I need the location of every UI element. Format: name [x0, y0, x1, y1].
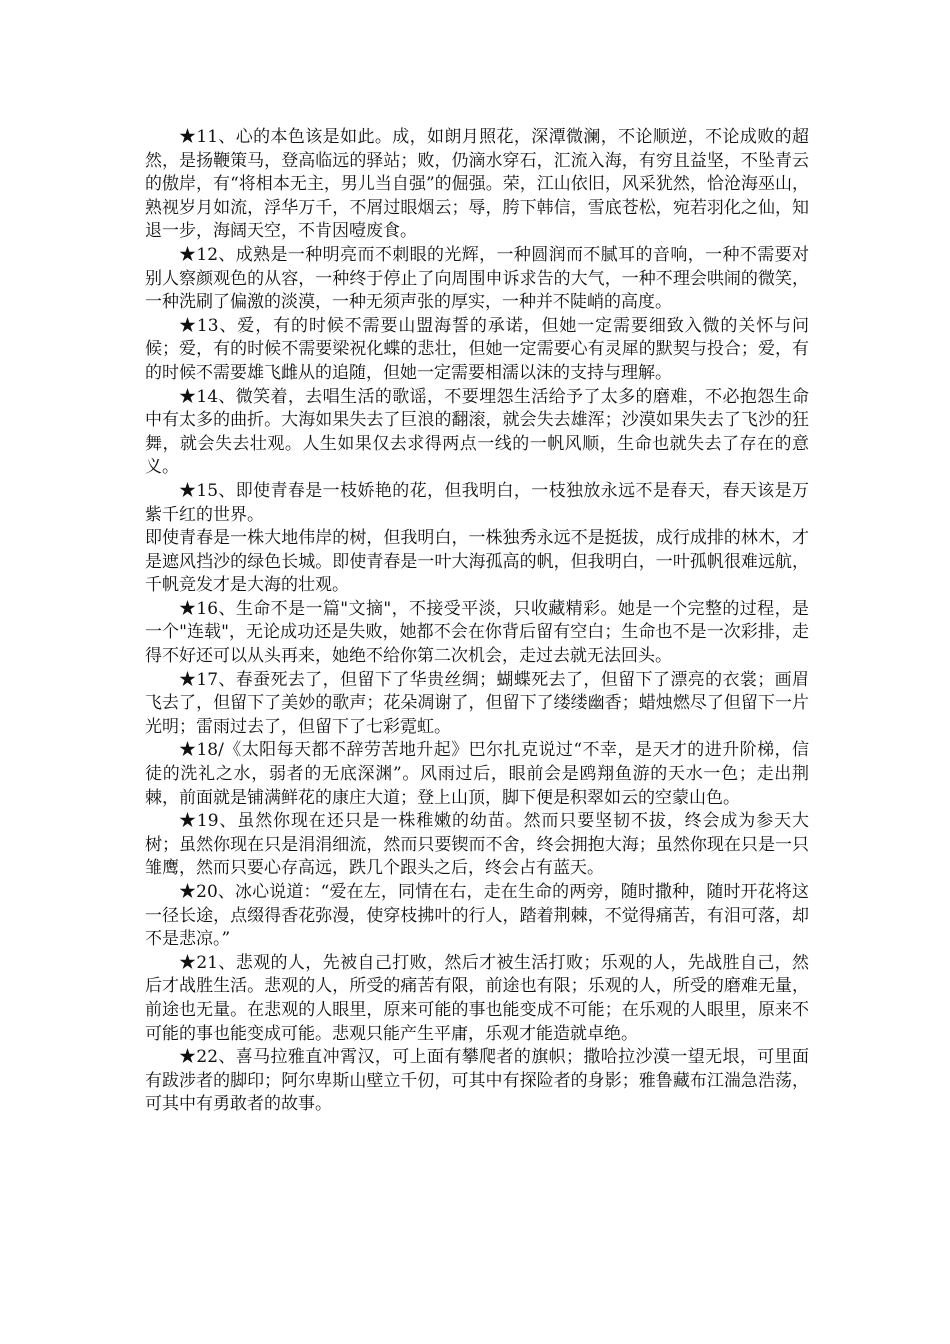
- paragraph-21: ★21、悲观的人，先被自己打败，然后才被生活打败；乐观的人，先战胜自己，然后才战胜生活。悲观的人，所受的痛苦有限，前途也有限；乐观的人，所受的磨难无量，前途也无量。在悲观的人眼里，原来可能的事也能变成不可能；在乐观的人眼里，原来不可能的事也能变成可能。悲观只能产生平庸，乐观才能造就卓绝。: [145, 952, 809, 1044]
- paragraph-15: ★15、即使青春是一枝娇艳的花，但我明白，一枝独放永远不是春天，春天该是万紫千红的世界。: [145, 480, 809, 525]
- paragraph-22: ★22、喜马拉雅直冲霄汉，可上面有攀爬者的旗帜；撒哈拉沙漠一望无垠，可里面有跋涉者的脚印；阿尔卑斯山壁立千仞，可其中有探险者的身影；雅鲁藏布江湍急浩荡，可其中有勇敢者的故事。: [145, 1047, 809, 1115]
- document-page: [145, 126, 809, 1117]
- paragraph-19: ★19、虽然你现在还只是一株稚嫩的幼苗。然而只要坚韧不拔，终会成为参天大树；虽然你现在只是涓涓细流，然而只要锲而不舍，终会拥抱大海；虽然你现在只是一只雏鹰，然而只要心存高远，跌几个跟头之后，终会占有蓝天。: [145, 811, 809, 879]
- paragraph-20: ★20、冰心说道：“爱在左，同情在右，走在生命的两旁，随时撒种，随时开花将这一径长途，点缀得香花弥漫，使穿枝拂叶的行人，踏着荆棘，不觉得痛苦，有泪可落，却不是悲凉。”: [145, 882, 809, 950]
- paragraph-18: ★18/《太阳每天都不辞劳苦地升起》巴尔扎克说过“不幸，是天才的进升阶梯，信徒的洗礼之水，弱者的无底深渊”。风雨过后，眼前会是鸥翔鱼游的天水一色；走出荆棘，前面就是铺满鲜花的康庄大道；登上山顶，脚下便是积翠如云的空蒙山色。: [145, 740, 809, 808]
- paragraph-13: ★13、爱，有的时候不需要山盟海誓的承诺，但她一定需要细致入微的关怀与问候；爱，有的时候不需要梁祝化蝶的悲壮，但她一定需要心有灵犀的默契与投合；爱，有的时候不需要雄飞雌从的追随，但她一定需要相濡以沫的支持与理解。: [145, 315, 809, 383]
- paragraph-15-continued: 即使青春是一株大地伟岸的树，但我明白，一株独秀永远不是挺拔，成行成排的林木，才是遮风挡沙的绿色长城。即使青春是一叶大海孤高的帆，但我明白，一叶孤帆很难远航，千帆竞发才是大海的壮观。: [145, 528, 809, 596]
- paragraph-12: ★12、成熟是一种明亮而不刺眼的光辉，一种圆润而不腻耳的音响，一种不需要对别人察颜观色的从容，一种终于停止了向周围申诉求告的大气，一种不理会哄闹的微笑，一种洗刷了偏激的淡漠，一种无须声张的厚实，一种并不陡峭的高度。: [145, 244, 809, 313]
- paragraph-11: ★11、心的本色该是如此。成，如朗月照花，深潭微澜，不论顺逆，不论成败的超然，是扬鞭策马，登高临远的驿站；败，仍滴水穿石，汇流入海，有穷且益坚，不坠青云的傲岸，有“将相本无主，男儿当自强”的倔强。荣，江山依旧，风采犹然，恰沧海巫山，熟视岁月如流，浮华万千，不屑过眼烟云；辱，胯下韩信，雪底苍松，宛若羽化之仙，知退一步，海阔天空，不肯因噎废食。: [145, 127, 809, 242]
- paragraph-17: ★17、春蚕死去了，但留下了华贵丝绸；蝴蝶死去了，但留下了漂亮的衣裳；画眉飞去了，但留下了美妙的歌声；花朵凋谢了，但留下了缕缕幽香；蜡烛燃尽了但留下一片光明；雷雨过去了，但留下了七彩霓虹。: [145, 669, 809, 737]
- paragraph-16: ★16、生命不是一篇"文摘"，不接受平淡，只收藏精彩。她是一个完整的过程，是一个"连载"，无论成功还是失败，她都不会在你背后留有空白；生命也不是一次彩排，走得不好还可以从头再来，她绝不给你第二次机会，走过去就无法回头。: [145, 598, 809, 667]
- paragraph-14: ★14、微笑着，去唱生活的歌谣，不要埋怨生活给予了太多的磨难，不必抱怨生命中有太多的曲折。大海如果失去了巨浪的翻滚，就会失去雄浑；沙漠如果失去了飞沙的狂舞，就会失去壮观。人生如果仅去求得两点一线的一帆风顺，生命也就失去了存在的意义。: [145, 386, 809, 478]
